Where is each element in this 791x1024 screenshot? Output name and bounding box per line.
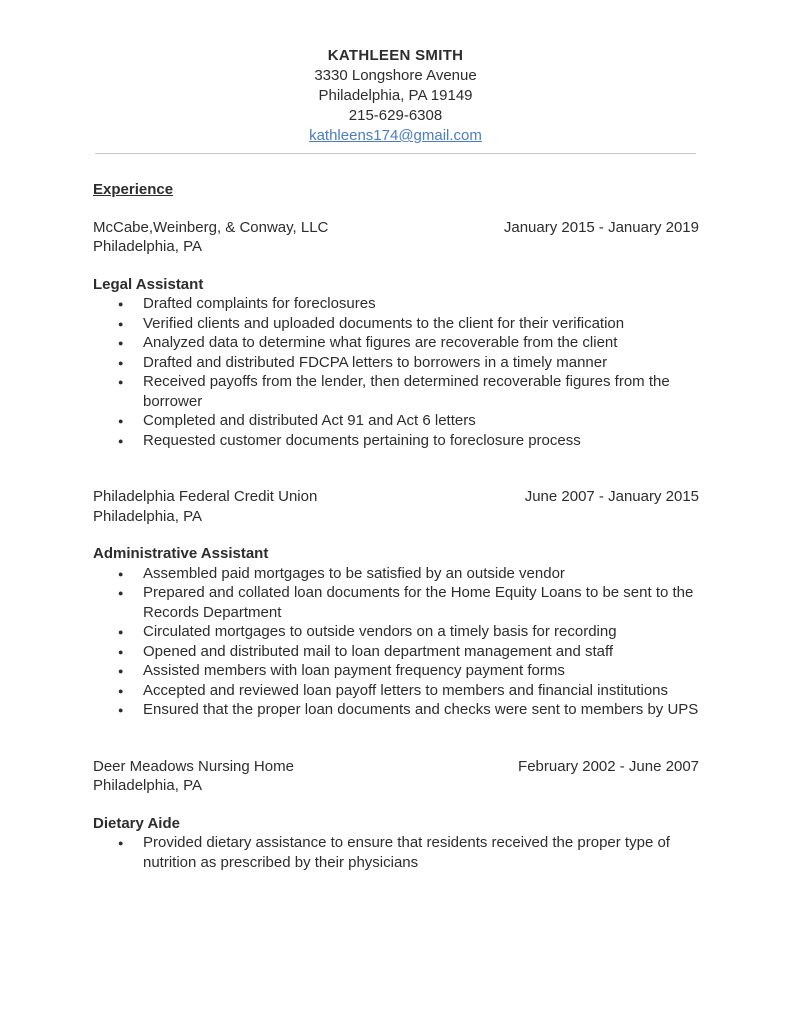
duties-list — [93, 294, 699, 450]
company-name: McCabe,Weinberg, & Conway, LLC — [93, 218, 329, 236]
employment-dates: January 2015 - January 2019 — [503, 218, 699, 236]
duty-item: ● Requested customer documents pertaining to foreclosure process — [93, 431, 699, 451]
duty-item: ● Drafted complaints for foreclosures — [93, 294, 699, 314]
person-name: KATHLEEN SMITH — [327, 47, 464, 64]
duty-item: ● Opened and distributed mail to loan department management and staff — [93, 642, 699, 662]
duty-item: ● Verified clients and uploaded documents to the client for their verification — [93, 314, 699, 334]
duty-item: ● Drafted and distributed FDCPA letters to borrowers in a timely manner — [93, 353, 699, 373]
duty-item: ● Assembled paid mortgages to be satisfied by an outside vendor — [93, 564, 699, 584]
resume-body — [0, 180, 791, 872]
duty-item: ● Analyzed data to determine what figures are recoverable from the client — [93, 333, 699, 353]
job-title: Legal Assistant — [93, 275, 204, 293]
employment-dates: February 2002 - June 2007 — [518, 757, 699, 775]
phone-number: 215-629-6308 — [348, 107, 443, 124]
duties-list — [93, 833, 699, 872]
email-row — [0, 126, 791, 146]
company-name: Philadelphia Federal Credit Union — [93, 488, 318, 505]
job-entry-pfcu — [93, 487, 699, 720]
header-divider — [95, 153, 696, 154]
email-link[interactable]: kathleens174@gmail.com — [309, 127, 482, 144]
job-header — [93, 487, 699, 507]
duty-item: ● Provided dietary assistance to ensure that residents received the proper type of nutrition as prescribed by their physicians — [93, 833, 699, 872]
duty-item: ● Received payoffs from the lender, then determined recoverable figures from the borrower — [93, 372, 699, 411]
duty-item: ● Completed and distributed Act 91 and Act 6 letters — [93, 411, 699, 431]
job-header — [93, 218, 699, 238]
address-street: 3330 Longshore Avenue — [314, 67, 477, 84]
employment-dates: June 2007 - January 2015 — [524, 488, 699, 505]
job-location: Philadelphia, PA — [93, 507, 202, 525]
job-location: Philadelphia, PA — [93, 238, 202, 255]
job-entry-deer-meadows — [93, 757, 699, 873]
company-name: Deer Meadows Nursing Home — [93, 757, 294, 775]
job-title: Dietary Aide — [93, 814, 180, 832]
resume-header — [0, 0, 791, 146]
address-city: Philadelphia, PA 19149 — [318, 87, 473, 104]
duties-list — [93, 564, 699, 720]
job-title: Administrative Assistant — [93, 545, 269, 562]
duty-item: ● Ensured that the proper loan documents and checks were sent to members by UPS — [93, 700, 699, 720]
duty-item: ● Assisted members with loan payment frequency payment forms — [93, 661, 699, 681]
duty-item: ● Prepared and collated loan documents for the Home Equity Loans to be sent to the Records Department — [93, 583, 699, 622]
duty-item: ● Accepted and reviewed loan payoff letters to members and financial institutions — [93, 681, 699, 701]
job-location: Philadelphia, PA — [93, 777, 202, 794]
duty-item: ● Circulated mortgages to outside vendors on a timely basis for recording — [93, 622, 699, 642]
section-title-experience: Experience — [93, 181, 174, 198]
job-header — [93, 757, 699, 777]
job-entry-mccabe — [93, 218, 699, 451]
